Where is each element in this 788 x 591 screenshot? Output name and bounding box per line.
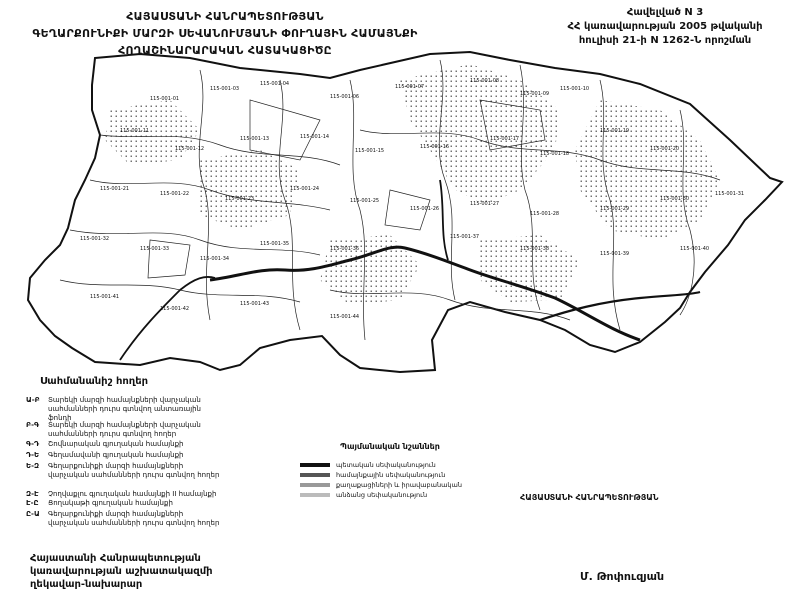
condition-label: պետական սեփականություն [336, 461, 436, 469]
parcel-label: 115-001-31 [715, 191, 745, 197]
parcel-label: 115-001-06 [330, 94, 360, 100]
signer-title [30, 552, 220, 591]
agency-label: ՀԱՅԱՍՏԱՆԻ ՀԱՆՐԱՊԵՏՈՒԹՅԱՆ [520, 493, 659, 502]
parcel-label: 115-001-17 [490, 136, 520, 142]
title-line: ՀՈՂԱՇԻՆԱՐԱՐԱԿԱՆ ՀԱՏԱԿԱՑԻԾԸ [118, 44, 332, 57]
parcel-label: 115-001-25 [350, 198, 380, 204]
parcel-label: 115-001-29 [600, 206, 630, 212]
parcel-label: 115-001-12 [175, 146, 205, 152]
land-use-map [0, 40, 788, 375]
legend-code: Ը-Ա [26, 510, 40, 518]
parcel-label: 115-001-27 [470, 201, 500, 207]
parcel-label: 115-001-38 [520, 246, 550, 252]
parcel-label: 115-001-24 [290, 186, 320, 192]
legend-item [26, 490, 226, 499]
condition-swatch [300, 483, 330, 487]
legend-item [26, 462, 226, 480]
parcel-label: 115-001-41 [90, 294, 120, 300]
parcel-label: 115-001-32 [80, 236, 110, 242]
condition-item [300, 490, 530, 500]
legend-code: Դ-Ե [26, 451, 40, 459]
parcel-label: 115-001-11 [120, 128, 150, 134]
parcel-label: 115-001-37 [450, 234, 480, 240]
parcel-label: 115-001-22 [160, 191, 190, 197]
legend-text: Շովնարական գյուղական համայնքի [48, 440, 184, 448]
condition-label: համայնքային սեփականություն [336, 471, 446, 479]
parcel-label: 115-001-15 [355, 148, 385, 154]
parcel-label: 115-001-18 [540, 151, 570, 157]
legend-text: Տարեկի մարզի համայնքների վարչական սահմանների դուրս գտնվող հողեր [48, 421, 201, 438]
parcel-label: 115-001-28 [530, 211, 560, 217]
legend-item [26, 510, 226, 528]
condition-item [300, 470, 530, 480]
legend-code: Ա-Բ [26, 396, 40, 404]
parcel-label: 115-001-01 [150, 96, 180, 102]
parcel-label: 115-001-13 [240, 136, 270, 142]
condition-swatch [300, 463, 330, 467]
legend-text: Տարեկի մարզի համայնքների վարչական սահմանների դուրս գտնվող անտառային ֆոնդի [48, 396, 201, 422]
parcel-label: 115-001-30 [660, 196, 690, 202]
legend-code: Գ-Դ [26, 440, 40, 448]
parcel-label: 115-001-16 [420, 144, 450, 150]
legend-text: Գեղամավանի գյուղական համայնքի [48, 451, 184, 459]
parcel-label: 115-001-19 [600, 128, 630, 134]
parcel-label: 115-001-14 [300, 134, 330, 140]
legend-title: Սահմանանիշ հողեր [40, 376, 149, 387]
parcel-label: 115-001-36 [330, 246, 360, 252]
legend-item [26, 440, 226, 449]
parcel-label: 115-001-34 [200, 256, 230, 262]
conditions-title: Պայմանական նշաններ [340, 442, 440, 451]
parcel-label: 115-001-23 [225, 196, 255, 202]
legend-item [26, 451, 226, 460]
parcel-label: 115-001-43 [240, 301, 270, 307]
legend-item [26, 396, 226, 423]
condition-swatch [300, 473, 330, 477]
condition-item [300, 480, 530, 490]
signer-line: Հայաստանի Հանրապետության [30, 553, 201, 564]
signer-name: Մ. Թոփուզյան [580, 570, 665, 583]
parcel-label: 115-001-03 [210, 86, 240, 92]
legend-code: Զ-Է [26, 490, 39, 498]
condition-label: քաղաքացիների և իրավաբանական [336, 481, 463, 489]
title-line: ԳԵՂԱՐՔՈՒՆԻՔԻ ՄԱՐԶԻ ՍԵՎԱՆՈՒՄՅԱՆԻ ՓՈՒՂԱՅԻՆ ՀԱՄԱՅՆՔԻ [32, 27, 418, 40]
annex-line: հուլիսի 21-ի N 1262-Ն որոշման [578, 35, 752, 46]
annex-line: ՀՀ կառավարության 2005 թվականի [567, 21, 763, 32]
parcel-label: 115-001-08 [470, 78, 500, 84]
legend-code: Ե-Զ [26, 462, 40, 470]
parcel-label: 115-001-09 [520, 91, 550, 97]
legend-item [26, 421, 226, 439]
parcel-label: 115-001-35 [260, 241, 290, 247]
parcel-label: 115-001-07 [395, 84, 425, 90]
parcel-label: 115-001-21 [100, 186, 130, 192]
legend-text: Չողվաքլու գյուղական համայնքի II համայնքի [48, 490, 217, 498]
parcel-label: 115-001-44 [330, 314, 360, 320]
legend-item [26, 499, 226, 508]
parcel-label: 115-001-39 [600, 251, 630, 257]
legend-text: Գեղարքունիքի մարզի համայնքների վարչական սահմանների դուրս գտնվող հողեր [48, 510, 220, 527]
parcel-label: 115-001-42 [160, 306, 190, 312]
legend-text: Ցողակաթի գյուղական համայնքի [48, 499, 173, 507]
parcel-label: 115-001-40 [680, 246, 710, 252]
title-line: ՀԱՅԱՍՏԱՆԻ ՀԱՆՐԱՊԵՏՈՒԹՅԱՆ [126, 10, 324, 23]
condition-swatch [300, 493, 330, 497]
legend-code: Է-Ը [26, 499, 39, 507]
signer-line: ղեկավար-նախարար [30, 579, 143, 590]
parcel-label: 115-001-10 [560, 86, 590, 92]
parcel-label: 115-001-04 [260, 81, 290, 87]
parcel-label: 115-001-26 [410, 206, 440, 212]
parcel-label: 115-001-20 [650, 146, 680, 152]
condition-label: անձանց սեփականություն [336, 491, 428, 499]
annex-line: Հավելված N 3 [626, 7, 704, 18]
condition-item [300, 460, 530, 470]
parcel-label: 115-001-33 [140, 246, 170, 252]
legend-code: Բ-Գ [26, 421, 40, 429]
legend-text: Գեղարքունիքի մարզի համայնքների վարչական սահմանների դուրս գտնվող հողեր [48, 462, 220, 479]
signer-line: կառավարության աշխատակազմի [30, 566, 213, 577]
